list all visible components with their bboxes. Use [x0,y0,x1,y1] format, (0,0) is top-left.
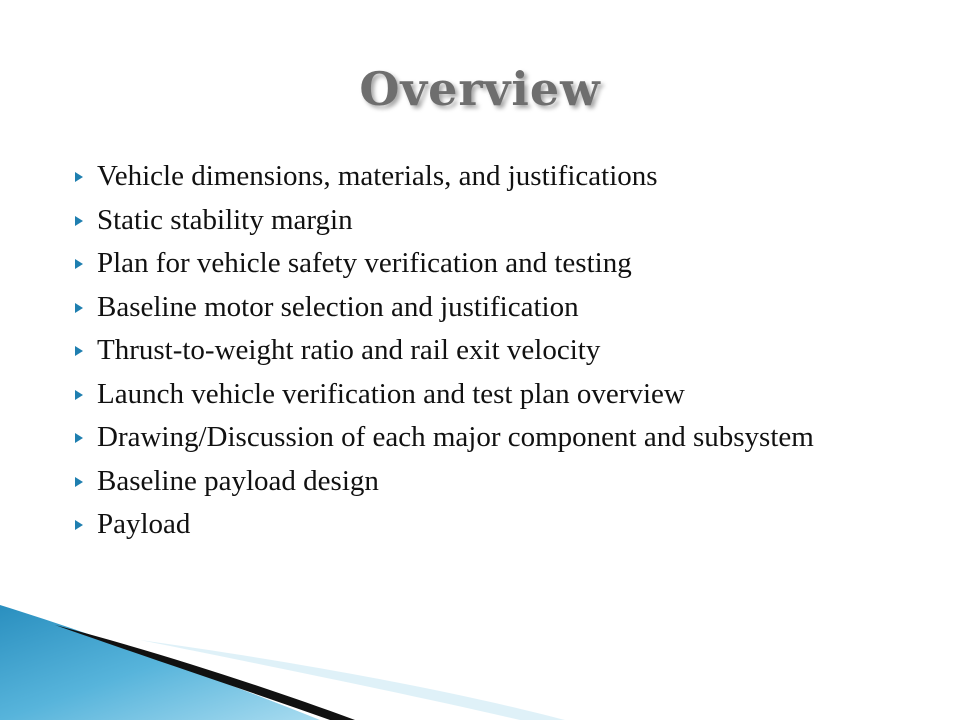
bullet-text: Baseline payload design [97,464,379,497]
bullet-text: Payload [97,508,191,540]
bullet-item [72,465,872,498]
triangle-arrow-icon [75,477,83,487]
bullet-text: Static stability margin [97,203,353,236]
bullet-item [72,204,872,237]
triangle-arrow-icon [75,303,83,313]
triangle-arrow-icon [75,520,83,530]
bullet-item [72,291,872,324]
triangle-arrow-icon [75,216,83,226]
bullet-item [72,421,872,454]
bullet-item [72,160,872,193]
bullet-text: Plan for vehicle safety verification and testing [97,247,632,279]
bullet-item [72,508,872,541]
triangle-arrow-icon [75,433,83,443]
triangle-arrow-icon [75,390,83,400]
bullet-item [72,334,872,367]
bullet-text: Drawing/Discussion of each major component and subsystem [97,421,814,453]
bullet-item [72,247,872,280]
triangle-arrow-icon [75,172,83,182]
bullet-text: Launch vehicle verification and test plan overview [97,377,685,410]
triangle-arrow-icon [75,259,83,269]
triangle-arrow-icon [75,346,83,356]
slide-title: Overview [359,62,601,116]
bullet-list [72,160,872,552]
bullet-text: Baseline motor selection and justification [97,290,579,323]
bullet-text: Vehicle dimensions, materials, and justifications [97,160,658,192]
bullet-item [72,378,872,411]
bullet-text: Thrust-to-weight ratio and rail exit velocity [97,334,601,366]
